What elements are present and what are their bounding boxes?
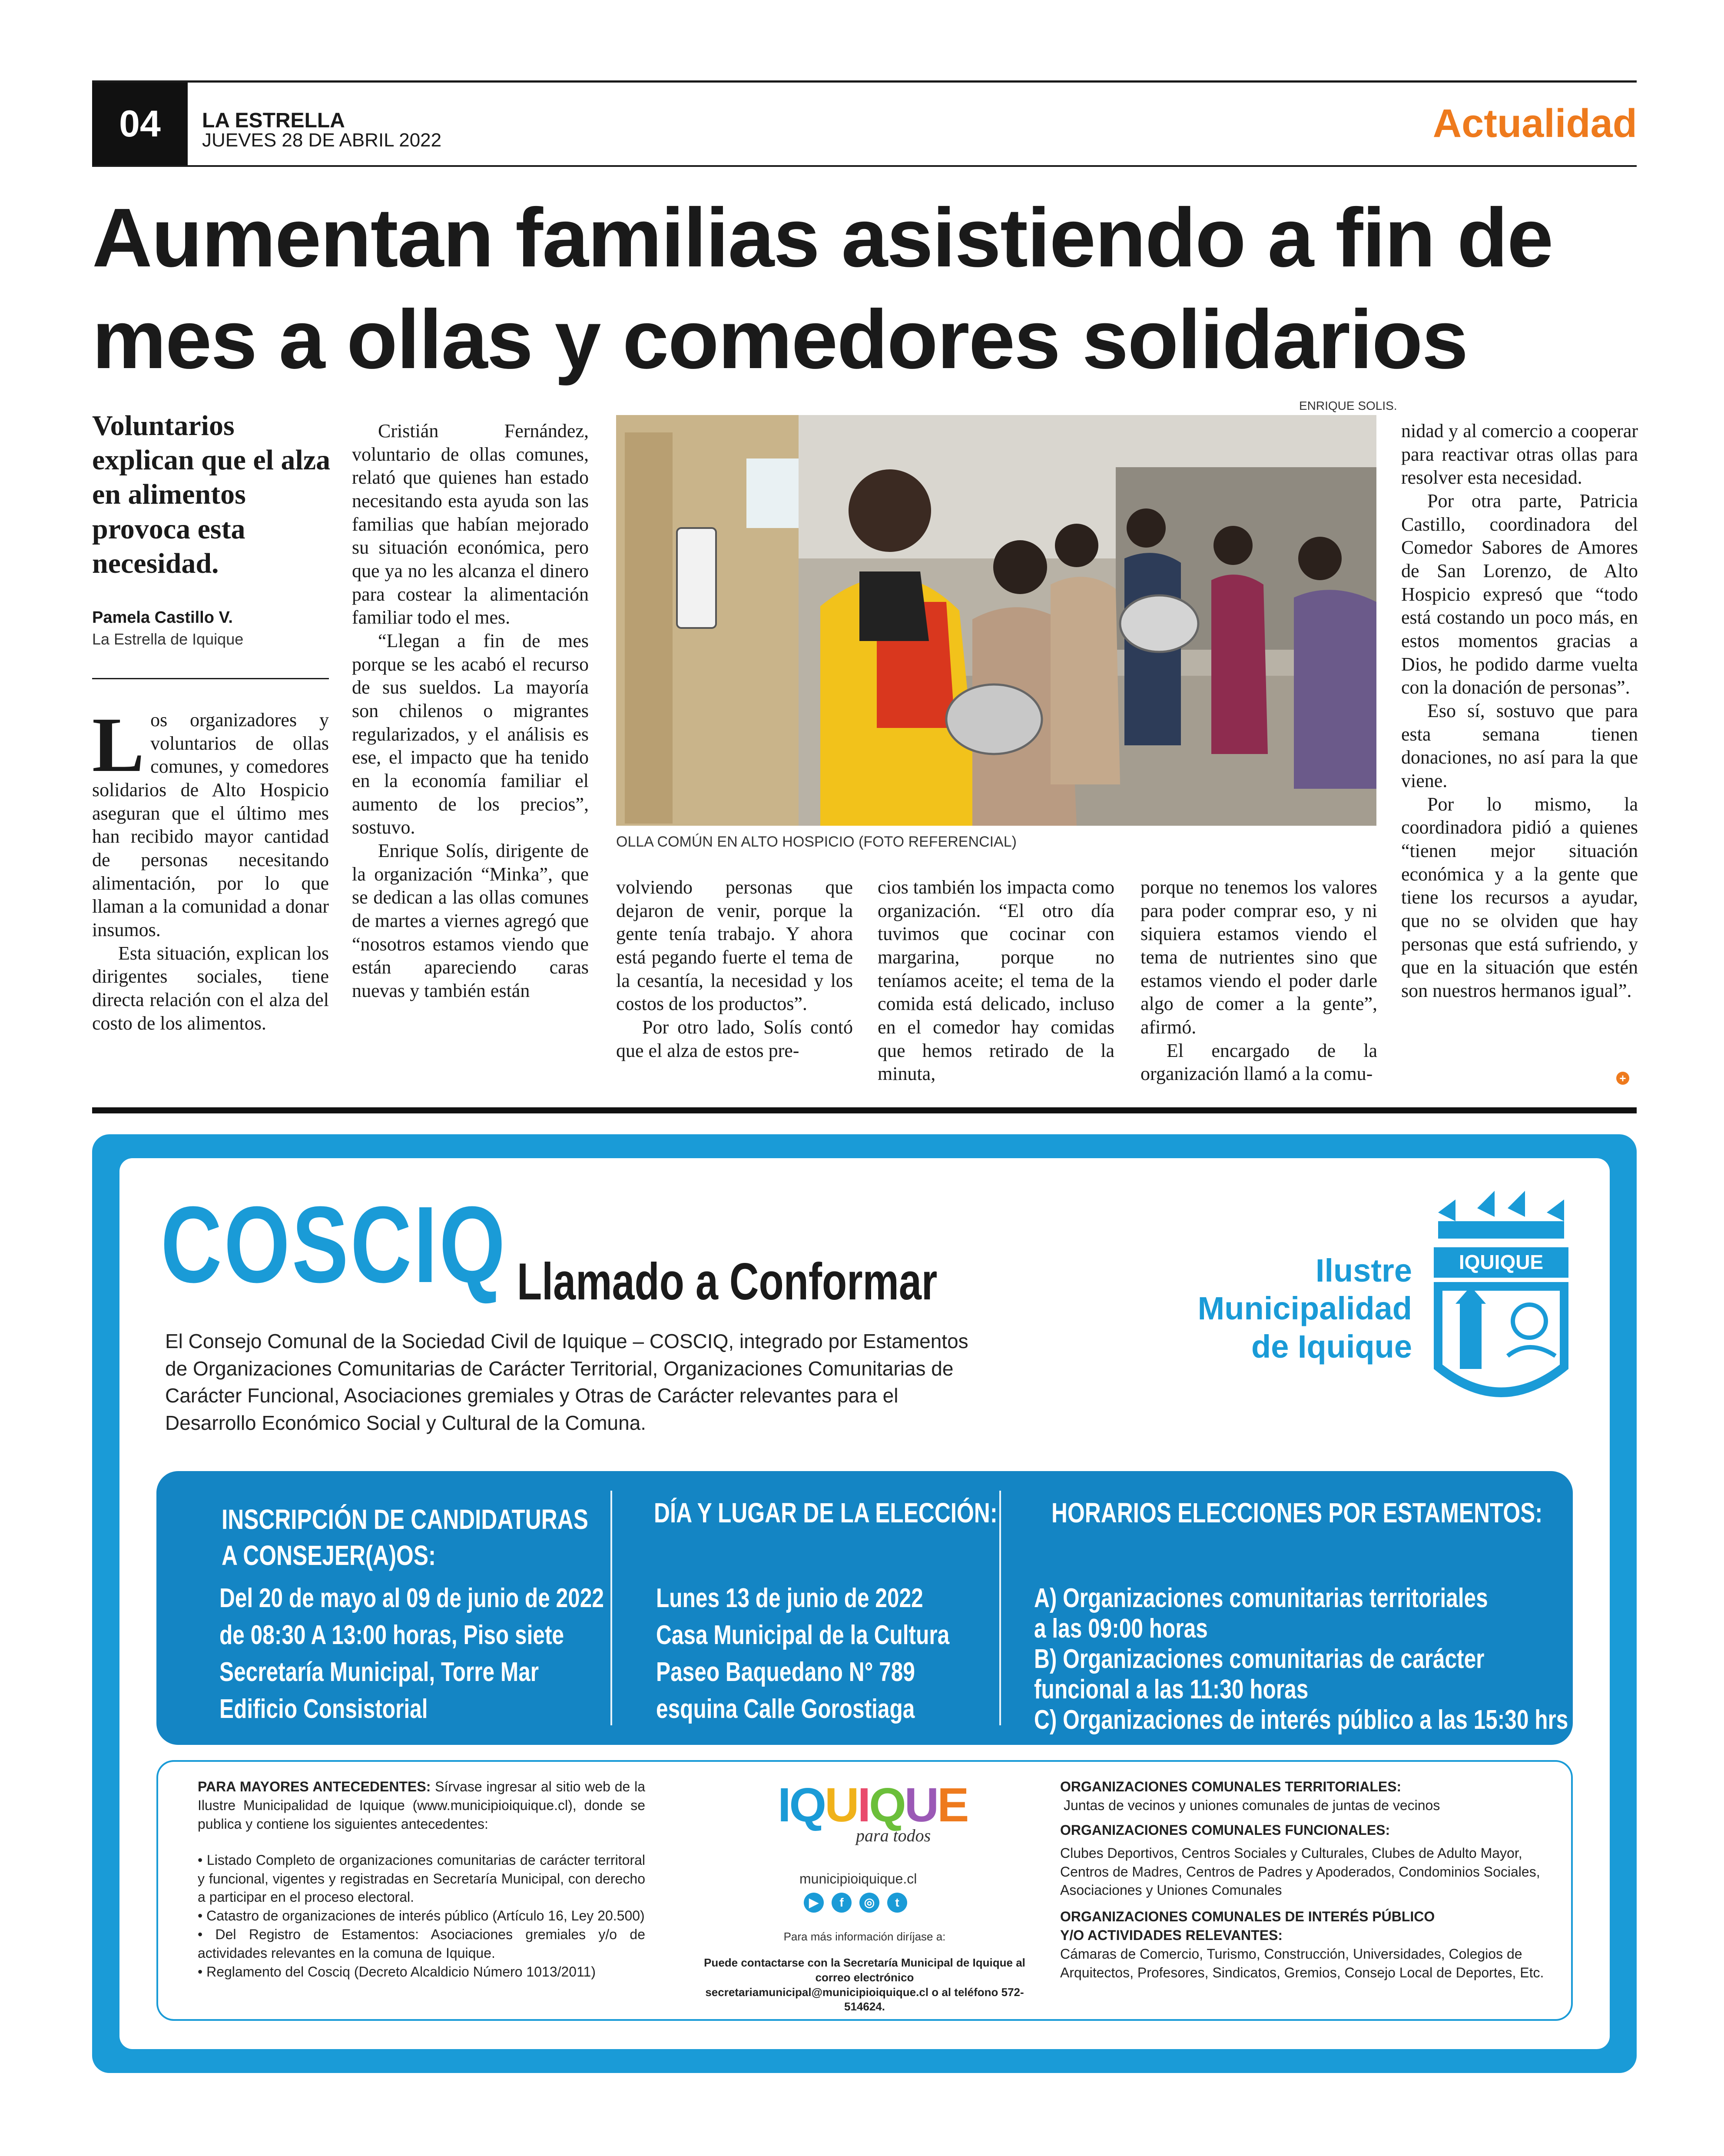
article-column-3 bbox=[616, 876, 853, 1062]
schedule-line: C) Organizaciones de interés público a las 15:30 hrs bbox=[1034, 1705, 1568, 1735]
paragraph: Por lo mismo, la coordinadora pidió a quienes “tienen mejor situación económica y a la gente que tiene los recursos a ayudar, que no se olviden que hay personas que está sufriendo, y que en la situación que estén son nuestros hermanos igual”. bbox=[1401, 793, 1638, 1002]
info-bullet: • Catastro de organizaciones de interés público (Artículo 16, Ley 20.500) bbox=[198, 1908, 645, 1924]
election-place-line: Paseo Baquedano N° 789 bbox=[656, 1657, 915, 1687]
svg-text:IQUIQUE: IQUIQUE bbox=[1459, 1251, 1544, 1273]
schedule-line: a las 09:00 horas bbox=[1034, 1614, 1208, 1644]
contact-info: Puede contactarse con la Secretaría Municipal de Iquique al correo electrónico secretariamunicipal@municipioiquique.cl o al teléfono 572-514624. bbox=[704, 1956, 1025, 2013]
photo-credit: ENRIQUE SOLIS. bbox=[1299, 399, 1397, 412]
article-column-2 bbox=[352, 419, 589, 1003]
drop-cap: L bbox=[92, 701, 145, 788]
article-bottom-rule bbox=[92, 1107, 1637, 1113]
byline-rule bbox=[92, 678, 329, 679]
org-text: Juntas de vecinos y uniones comunales de juntas de vecinos bbox=[1064, 1797, 1440, 1813]
paragraph: El encargado de la organización llamó a la comu- bbox=[1140, 1040, 1377, 1085]
youtube-icon[interactable]: ▶ bbox=[804, 1893, 824, 1913]
byline-author: Pamela Castillo V. bbox=[92, 608, 233, 627]
paragraph: Por otro lado, Solís contó que el alza de estos pre- bbox=[616, 1017, 853, 1061]
band-divider bbox=[610, 1491, 612, 1725]
paragraph: Cristián Fernández, voluntario de ollas comunes, relató que quienes han estado necesitando esta ayuda son las familias que habían mejorado su situación económica, pero que ya no les alcanza el dinero para costear la alimentación familiar todo el mes. bbox=[352, 420, 589, 628]
registration-line: de 08:30 A 13:00 horas, Piso siete bbox=[219, 1620, 564, 1650]
more-info-label: Para más información diríjase a: bbox=[783, 1930, 946, 1943]
election-place-line: Casa Municipal de la Cultura bbox=[656, 1620, 950, 1650]
ad-subtitle: Llamado a Conformar bbox=[517, 1252, 938, 1311]
paragraph: Por otra parte, Patricia Castillo, coordinadora del Comedor Sabores de Amores de San Lorenzo, de Alto Hospicio expresó que “todo está costando un poco más, en estos momentos gracias a Dios, he podido darme vuelta con la donación de personas”. bbox=[1401, 490, 1638, 698]
paragraph: “Llegan a fin de mes porque se les acabó el recurso de sus sueldos. La mayoría son chilenos o migrantes regularizados, y el análisis es ese, el impacto que ha tenido en la economía familiar el aumento de los precios”, sostuvo. bbox=[352, 630, 589, 838]
info-bullet: • Del Registro de Estamentos: Asociaciones gremiales y/o de actividades relevantes en la comuna de Iquique. bbox=[198, 1927, 645, 1961]
publication-name: LA ESTRELLA bbox=[202, 109, 345, 132]
article-column-6 bbox=[1401, 419, 1638, 1003]
schedule-line: A) Organizaciones comunitarias territoriales bbox=[1034, 1583, 1488, 1613]
paragraph: volviendo personas que dejaron de venir, porque la gente tenía trabajo. Y ahora está pegando fuerte el tema de la cesantía, la necesidad y los costos de los productos”. bbox=[616, 877, 853, 1015]
twitter-icon[interactable]: t bbox=[887, 1893, 907, 1913]
registration-line: Del 20 de mayo al 09 de junio de 2022 bbox=[219, 1583, 604, 1613]
registration-heading-1: INSCRIPCIÓN DE CANDIDATURAS bbox=[222, 1504, 588, 1535]
section-label: Actualidad bbox=[1432, 101, 1637, 146]
article-column-4 bbox=[878, 876, 1114, 1086]
ad-title: COSCIQ bbox=[161, 1184, 507, 1305]
paragraph: Eso sí, sostuvo que para esta semana tienen donaciones, no así para la que viene. bbox=[1401, 700, 1638, 792]
paragraph: porque no tenemos los valores para poder comprar eso, y ni siquiera estamos viendo el tema de nutrientes sino que estamos viendo el poder darle algo de comer a la gente”, afirmó. bbox=[1140, 877, 1377, 1038]
band-divider bbox=[999, 1491, 1001, 1725]
paragraph: Enrique Solís, dirigente de la organización “Minka”, que se dedican a las ollas comunes de martes a viernes agregó que “nosotros estamos viendo que están apareciendo caras nuevas y también están bbox=[352, 840, 589, 1002]
byline-org: La Estrella de Iquique bbox=[92, 630, 244, 648]
article-headline: Aumentan familias asistiendo a fin de mes a ollas y comedores solidarios bbox=[92, 191, 1553, 386]
org-heading: ORGANIZACIONES COMUNALES DE INTERÉS PÚBLICO Y/O ACTIVIDADES RELEVANTES: bbox=[1060, 1909, 1435, 1943]
article-deck: Voluntarios explican que el alza en alimentos provoca esta necesidad. bbox=[92, 410, 331, 579]
paragraph: Esta situación, explican los dirigentes sociales, tiene directa relación con el alza del costo de los alimentos. bbox=[92, 942, 329, 1034]
schedule-line: B) Organizaciones comunitarias de carácter bbox=[1034, 1644, 1485, 1674]
instagram-icon[interactable]: ◎ bbox=[859, 1893, 879, 1913]
iquique-crest-icon bbox=[1429, 1182, 1573, 1425]
article-column-5 bbox=[1140, 876, 1377, 1086]
org-text: Cámaras de Comercio, Turismo, Construcción, Universidades, Colegios de Arquitectos, Profesores, Sindicatos, Gremios, Consejo Local de Deportes, Etc. bbox=[1060, 1946, 1544, 1980]
website-link[interactable]: municipioiquique.cl bbox=[799, 1871, 917, 1887]
election-place-heading: DÍA Y LUGAR DE LA ELECCIÓN: bbox=[654, 1497, 998, 1528]
photo-illustration bbox=[616, 415, 1376, 826]
registration-line: Secretaría Municipal, Torre Mar bbox=[219, 1657, 539, 1687]
election-place-line: Lunes 13 de junio de 2022 bbox=[656, 1583, 923, 1613]
election-place-line: esquina Calle Gorostiaga bbox=[656, 1694, 915, 1724]
social-icons bbox=[804, 1893, 907, 1913]
page-number: 04 bbox=[92, 83, 188, 165]
issue-date: JUEVES 28 DE ABRIL 2022 bbox=[202, 130, 442, 151]
paragraph: cios también los impacta como organización. “El otro día tuvimos que cocinar con margarina, porque no teníamos aceite; el tema de la comida está delicado, incluso en el comedor hay comidas que hemos retirado de la minuta, bbox=[878, 877, 1114, 1085]
top-rule bbox=[92, 80, 1637, 83]
info-bullet: • Listado Completo de organizaciones comunitarias de carácter territoral y funcional, vigentes y registradas en Secretaría Municipal, con derecho a participar en el proceso electoral. bbox=[198, 1852, 645, 1905]
org-heading: ORGANIZACIONES COMUNALES TERRITORIALES: bbox=[1060, 1779, 1402, 1794]
logo-tagline: para todos bbox=[856, 1826, 931, 1845]
registration-heading-2: A CONSEJER(A)OS: bbox=[222, 1540, 436, 1571]
paragraph: nidad y al comercio a cooperar para reactivar otras ollas para resolver esta necesidad. bbox=[1401, 420, 1638, 488]
iquique-logo: IQUIQUE bbox=[778, 1778, 968, 1832]
info-block: PARA MAYORES ANTECEDENTES: Sírvase ingresar al sitio web de la Ilustre Municipalidad de Iquique (www.municipioiquique.cl), donde se publica y contiene los siguientes antecedentes: • Listado Completo de organizaciones comunitarias de carácter territoral y funcional, vigentes y registradas en Secretaría Municipal, con derecho a participar en el proceso electoral. • Catastro de organizaciones de interés público (Artículo 16, Ley 20.500) • Del Registro de Estamentos: Asociaciones gremiales y/o de actividades relevantes en la comuna de Iquique. • Reglamento del Cosciq (Decreto Alcaldicio Número 1013/2011) bbox=[198, 1777, 645, 1981]
article-photo bbox=[616, 415, 1376, 826]
org-text: Clubes Deportivos, Centros Sociales y Culturales, Clubes de Adulto Mayor, Centros de Madres, Centros de Padres y Apoderados, Condominios Sociales, Asociaciones y Uniones Comunales bbox=[1060, 1845, 1540, 1898]
municipality-name: Ilustre Municipalidad de Iquique bbox=[1197, 1252, 1412, 1365]
org-heading: ORGANIZACIONES COMUNALES FUNCIONALES: bbox=[1060, 1822, 1390, 1838]
photo-caption: OLLA COMÚN EN ALTO HOSPICIO (FOTO REFERENCIAL) bbox=[616, 834, 1017, 850]
registration-line: Edificio Consistorial bbox=[219, 1694, 428, 1724]
org-types bbox=[1060, 1777, 1547, 1982]
ad-intro: El Consejo Comunal de la Sociedad Civil de Iquique – COSCIQ, integrado por Estamentos de Organizaciones Comunitarias de Carácter Territorial, Organizaciones Comunitarias de Carácter Funcional, Asociaciones gremiales y Otras de Carácter relevantes para el Desarrollo Económico Social y Cultural de la Comuna. bbox=[165, 1330, 968, 1434]
schedule-line: funcional a las 11:30 horas bbox=[1034, 1674, 1309, 1704]
schedule-heading: HORARIOS ELECCIONES POR ESTAMENTOS: bbox=[1051, 1497, 1543, 1528]
paragraph: Los organizadores y voluntarios de ollas comunes, y comedores solidarios de Alto Hospicio aseguran que el último mes han recibido mayor cantidad de personas necesitando alimentación, por lo que llaman a la comunidad a donar insumos. bbox=[92, 701, 329, 941]
facebook-icon[interactable]: f bbox=[832, 1893, 852, 1913]
end-of-article-icon: + bbox=[1616, 1072, 1629, 1085]
article-column-1 bbox=[92, 701, 329, 1035]
info-bullet: • Reglamento del Cosciq (Decreto Alcaldicio Número 1013/2011) bbox=[198, 1963, 596, 1980]
header-rule bbox=[92, 165, 1637, 167]
